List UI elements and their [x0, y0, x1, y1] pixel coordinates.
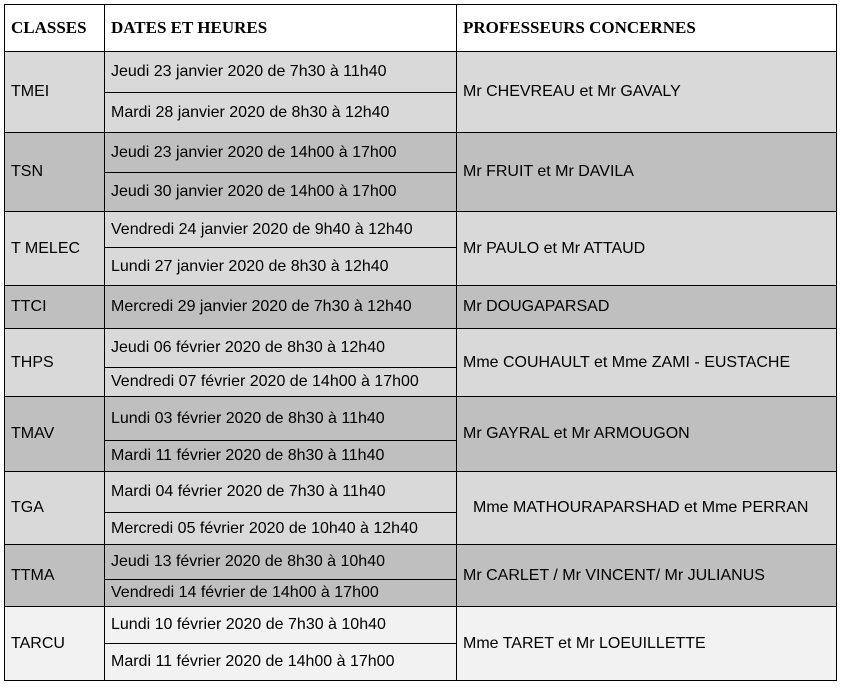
- header-row: [5, 5, 837, 52]
- table-row: [5, 286, 837, 329]
- table-row: [5, 472, 837, 513]
- profs-cell: Mr FRUIT et Mr DAVILA: [457, 133, 837, 212]
- table-row: [5, 545, 837, 580]
- profs-cell: Mr GAYRAL et Mr ARMOUGON: [457, 397, 837, 472]
- profs-cell: Mme MATHOURAPARSHAD et Mme PERRAN: [457, 472, 837, 545]
- date-cell: Mercredi 05 février 2020 de 10h40 à 12h40: [105, 513, 457, 545]
- date-cell: Jeudi 23 janvier 2020 de 14h00 à 17h00: [105, 133, 457, 173]
- profs-cell: Mme COUHAULT et Mme ZAMI - EUSTACHE: [457, 329, 837, 397]
- class-cell: T MELEC: [5, 212, 105, 286]
- table-row: [5, 133, 837, 173]
- date-cell: Vendredi 07 février 2020 de 14h00 à 17h00: [105, 368, 457, 397]
- date-cell: Lundi 27 janvier 2020 de 8h30 à 12h40: [105, 248, 457, 286]
- class-cell: TMEI: [5, 52, 105, 133]
- date-cell: Lundi 03 février 2020 de 8h30 à 11h40: [105, 397, 457, 441]
- class-cell: THPS: [5, 329, 105, 397]
- profs-cell: Mr CARLET / Mr VINCENT/ Mr JULIANUS: [457, 545, 837, 607]
- date-cell: Mardi 11 février 2020 de 8h30 à 11h40: [105, 441, 457, 472]
- table-row: [5, 52, 837, 93]
- profs-cell: Mr PAULO et Mr ATTAUD: [457, 212, 837, 286]
- date-cell: Vendredi 24 janvier 2020 de 9h40 à 12h40: [105, 212, 457, 248]
- table-row: [5, 212, 837, 248]
- date-cell: Mardi 28 janvier 2020 de 8h30 à 12h40: [105, 93, 457, 133]
- date-cell: Mardi 04 février 2020 de 7h30 à 11h40: [105, 472, 457, 513]
- table-row: [5, 329, 837, 368]
- date-cell: Vendredi 14 février de 14h00 à 17h00: [105, 580, 457, 607]
- class-cell: TARCU: [5, 607, 105, 681]
- header-classes: CLASSES: [5, 5, 105, 52]
- profs-cell: Mr DOUGAPARSAD: [457, 286, 837, 329]
- schedule-table: [4, 4, 837, 681]
- table-row: [5, 607, 837, 644]
- date-cell: Jeudi 23 janvier 2020 de 7h30 à 11h40: [105, 52, 457, 93]
- date-cell: Jeudi 30 janvier 2020 de 14h00 à 17h00: [105, 173, 457, 212]
- date-cell: Lundi 10 février 2020 de 7h30 à 10h40: [105, 607, 457, 644]
- class-cell: TGA: [5, 472, 105, 545]
- class-cell: TSN: [5, 133, 105, 212]
- class-cell: TMAV: [5, 397, 105, 472]
- date-cell: Mardi 11 février 2020 de 14h00 à 17h00: [105, 644, 457, 681]
- class-cell: TTMA: [5, 545, 105, 607]
- date-cell: Jeudi 13 février 2020 de 8h30 à 10h40: [105, 545, 457, 580]
- date-cell: Mercredi 29 janvier 2020 de 7h30 à 12h40: [105, 286, 457, 329]
- profs-cell: Mme TARET et Mr LOEUILLETTE: [457, 607, 837, 681]
- profs-cell: Mr CHEVREAU et Mr GAVALY: [457, 52, 837, 133]
- header-dates: DATES ET HEURES: [105, 5, 457, 52]
- table-row: [5, 397, 837, 441]
- class-cell: TTCI: [5, 286, 105, 329]
- date-cell: Jeudi 06 février 2020 de 8h30 à 12h40: [105, 329, 457, 368]
- header-profs: PROFESSEURS CONCERNES: [457, 5, 837, 52]
